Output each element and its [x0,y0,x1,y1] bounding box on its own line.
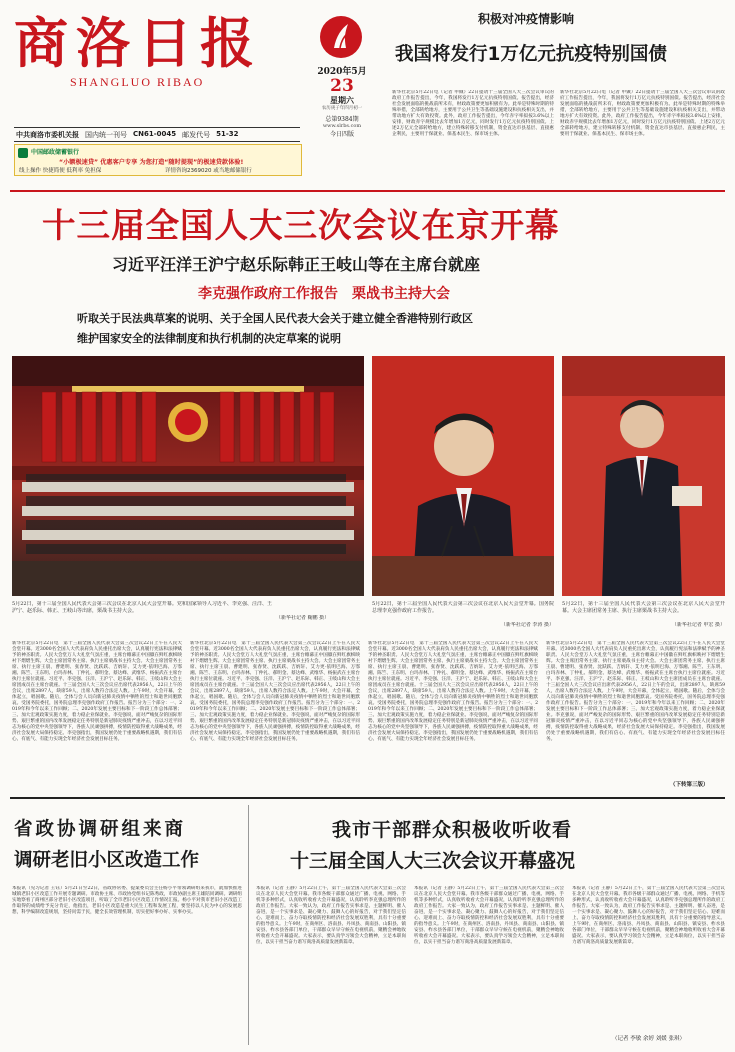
today-pages: 今日四版 [329,131,354,138]
issue-number: 总第9384期 [325,116,359,123]
bottom-left-body: 本报讯（见习记者 王钰）5月21日至22日，省政协常委、提案委员会主任杨小平带领调研组来我市，就加快推进城镇老旧小区改造工作开展专题调研。市政协主席、市政协党组书记陈秀政，市政协副主席王雄陪同调研。调研组实地察看了商州区部分老旧小区改造项目，听取了全市老旧小区改造工作情况汇报。杨小平对我市老旧小区改造工作取得的成绩给予充分肯定，他指出，老旧小区改造是重大民生工程和发展工程，要坚持以人民为中心的发展思想，科学编制改造规划，坚持问需于民，健全长效管理机制，切实把好事办好、实事办实。 [12,886,242,915]
lead-subhead-3: 听取关于民法典草案的说明、关于全国人民代表大会关于建立健全香港特别行政区 [77,312,473,325]
credit-li-zhanshu: （新华社记者 申宏 摄） [671,622,725,628]
bottom-right-headline-1: 我市干部群众积极收听收看 [332,819,573,841]
info-cn: CN61-0045 [133,130,177,138]
bottom-right-headline-2: 十三届全国人大三次会议开幕盛况 [290,850,576,872]
top-story-body-right: 新华社北京5月22日电（记者 申铖）22日提请十三届全国人大三次会议审议的政府工作报告提出，今年，我国将发行1万亿元抗疫特别国债。报告提出，经济社会发展面临的挑战前所未有，财政政策要更加积极有为。此举是特殊时期的特殊举措，全部转给地方，主要用于公共卫生等基础设施建设和抗疫相关支出，并带动地方扩大有效投资。此外，政府工作报告提出，今年赤字率拟按3.6%以上安排，财政赤字规模比去年增加1万亿元，同时发行1万亿元抗疫特别国债。上述2万亿元全部转给地方，建立特殊转移支付机制，资金直达市县基层、直接惠企利民，主要用于保就业、保基本民生、保市场主体。 [560,90,725,137]
bank-hotline: 详情咨询2369020 或当地邮储银行 [165,168,252,174]
bank-logo-icon [18,148,28,158]
bank-brand: 中国邮政储蓄银行 [31,149,80,156]
date-weekday: 星期六 [330,95,354,105]
photo-assembly-hall [12,356,364,596]
website: www.slrbs.com [322,123,362,129]
info-post-code: 51-32 [216,130,239,138]
masthead-pinyin: SHANGLUO RIBAO [70,75,205,89]
lead-body-col-2: 新华社北京5月22日电 第十三届全国人民代表大会第三次会议22日上午在人民大会堂开幕。近3000名全国人大代表肩负人民重托出席大会，认真履行宪法和法律赋予的神圣职责。人民大会堂万人大礼堂气氛庄重，主席台帷幕正中国徽在鲜红旗帜映衬下熠熠生辉。大会主席团常务主席、执行主席栗战书主持大会。大会主席团常务主席、执行主席王晨、曹建明、张春贤、沈跃跃、吉炳轩、艾力更·依明巴海、万鄂湘、陈竺、王东明、白玛赤林、丁仲礼、郝明金、蔡达峰、武维华、杨振武在主席台执行主席位就座。习近平、李克强、汪洋、王沪宁、赵乐际、韩正、王岐山和大会主席团成员在主席台就座。十三届全国人大三次会议应出席代表2956人，22日上午的会议，出席2897人，缺席59人，出席人数符合法定人数。上午9时，大会开幕，全体起立，唱国歌。随后，全体与会人员向新冠肺炎疫情中牺牲的烈士和逝世同胞默哀。受国务院委托，国务院总理李克强作政府工作报告。报告分为三个部分：一、2019年和今年以来工作回顾；二、2020年发展主要目标和下一阶段工作总体部署；三、加大宏观政策实施力度，着力稳企业保就业。李克强说，面对严峻复杂的国际形势、艰巨繁重的国内改革发展稳定任务特别是新冠肺炎疫情严重冲击，在以习近平同志为核心的党中央坚强领导下，各族人民顽强拼搏，疫情防控取得重大战略成果，经济社会发展大局保持稳定。李克强指出，我国发展仍处于重要战略机遇期，我们有信心、有底气、有能力实现全年经济社会发展目标任务。 [190,641,360,742]
masthead-title: 商洛日报 [14,11,262,75]
newspaper-emblem-icon [318,14,364,60]
bank-slogan: “小额极速贷” 优惠客户专享 为您打造“随时提现”的极速贷款体验! [59,159,244,166]
caption-hall: 5月22日，第十三届全国人民代表大会第三次会议在北京人民大会堂开幕。党和国家领导人习近平、李克强、汪洋、王沪宁、赵乐际、韩正、王岐山等出席，栗战书主持大会。 [12,601,272,614]
date-day: 23 [330,76,354,96]
continued-note: （下转第三版） [670,782,709,788]
info-org: 中共商洛市委机关报 [16,131,79,139]
lead-body-col-3: 新华社北京5月22日电 第十三届全国人民代表大会第三次会议22日上午在人民大会堂开幕。近3000名全国人大代表肩负人民重托出席大会，认真履行宪法和法律赋予的神圣职责。人民大会堂万人大礼堂气氛庄重，主席台帷幕正中国徽在鲜红旗帜映衬下熠熠生辉。大会主席团常务主席、执行主席栗战书主持大会。大会主席团常务主席、执行主席王晨、曹建明、张春贤、沈跃跃、吉炳轩、艾力更·依明巴海、万鄂湘、陈竺、王东明、白玛赤林、丁仲礼、郝明金、蔡达峰、武维华、杨振武在主席台执行主席位就座。习近平、李克强、汪洋、王沪宁、赵乐际、韩正、王岐山和大会主席团成员在主席台就座。十三届全国人大三次会议应出席代表2956人，22日上午的会议，出席2897人，缺席59人，出席人数符合法定人数。上午9时，大会开幕，全体起立，唱国歌。随后，全体与会人员向新冠肺炎疫情中牺牲的烈士和逝世同胞默哀。受国务院委托，国务院总理李克强作政府工作报告。报告分为三个部分：一、2019年和今年以来工作回顾；二、2020年发展主要目标和下一阶段工作总体部署；三、加大宏观政策实施力度，着力稳企业保就业。李克强说，面对严峻复杂的国际形势、艰巨繁重的国内改革发展稳定任务特别是新冠肺炎疫情严重冲击，在以习近平同志为核心的党中央坚强领导下，各族人民顽强拼搏，疫情防控取得重大战略成果，经济社会发展大局保持稳定。李克强指出，我国发展仍处于重要战略机遇期，我们有信心、有底气、有能力实现全年经济社会发展目标任务。 [368,641,538,742]
bank-sub: 线上操作 快捷简便 低利率 免担保 [19,168,102,174]
bottom-right-body-col-1: 本报讯（记者 王静）5月22日上午，第十三届全国人民代表大会第三次会议在北京人民大会堂开幕。我市各级干部群众通过广播、电视、网络、手机等多种形式，认真收听收看大会开幕盛况，认真聆听李克强总理所作的政府工作报告。大家一致认为，政府工作报告实事求是、主题鲜明、催人奋进，是一个实事求是、凝心聚力、鼓舞人心的好报告，对于我们坚定信心、迎难而上、奋力夺取疫情防控和经济社会发展双胜利，具有十分重要的指导意义。上午9时，在商州区、洛南县、丹凤县、商南县、山阳县、镇安县、柞水县各部门单位，干部群众早早守候在电视机前，聚精会神地收听收看大会开幕盛况。大家表示，要认真学习领会大会精神，立足本职岗位，以实干担当奋力谱写商洛高质量发展新篇章。 [256,886,406,945]
bottom-right-byline: （记者 李敏 余婷 刘媛 张琪） [612,1036,685,1042]
date-block [302,64,382,138]
top-story-kicker: 积极对冲疫情影响 [478,12,575,26]
info-post-label: 邮发代号 [182,131,211,139]
bottom-right-body-col-2: 本报讯（记者 王静）5月22日上午，第十三届全国人民代表大会第三次会议在北京人民大会堂开幕。我市各级干部群众通过广播、电视、网络、手机等多种形式，认真收听收看大会开幕盛况，认真聆听李克强总理所作的政府工作报告。大家一致认为，政府工作报告实事求是、主题鲜明、催人奋进，是一个实事求是、凝心聚力、鼓舞人心的好报告，对于我们坚定信心、迎难而上、奋力夺取疫情防控和经济社会发展双胜利，具有十分重要的指导意义。上午9时，在商州区、洛南县、丹凤县、商南县、山阳县、镇安县、柞水县各部门单位，干部群众早早守候在电视机前，聚精会神地收听收看大会开幕盛况。大家表示，要认真学习领会大会精神，立足本职岗位，以实干担当奋力谱写商洛高质量发展新篇章。 [414,886,564,945]
bottom-right-body-col-3: 本报讯（记者 王静）5月22日上午，第十三届全国人民代表大会第三次会议在北京人民大会堂开幕。我市各级干部群众通过广播、电视、网络、手机等多种形式，认真收听收看大会开幕盛况，认真聆听李克强总理所作的政府工作报告。大家一致认为，政府工作报告实事求是、主题鲜明、催人奋进，是一个实事求是、凝心聚力、鼓舞人心的好报告，对于我们坚定信心、迎难而上、奋力夺取疫情防控和经济社会发展双胜利，具有十分重要的指导意义。上午9时，在商州区、洛南县、丹凤县、商南县、山阳县、镇安县、柞水县各部门单位，干部群众早早守候在电视机前，聚精会神地收听收看大会开幕盛况。大家表示，要认真学习领会大会精神，立足本职岗位，以实干担当奋力谱写商洛高质量发展新篇章。 [572,886,725,945]
date-lunar: 农历庚子年四月初一 [321,106,363,111]
caption-li-keqiang: 5月22日，第十三届全国人民代表大会第三次会议在北京人民大会堂开幕。国务院总理李克强作政府工作报告。 [372,601,554,614]
date-year-month: 2020年5月 [317,67,367,77]
lead-headline: 十三届全国人大三次会议在京开幕 [42,206,560,245]
credit-hall: （新华社记者 鞠鹏 摄） [276,615,330,621]
bottom-left-headline-1: 省政协调研组来商 [14,819,187,840]
masthead-logo [14,11,304,75]
caption-li-zhanshu: 5月22日，第十三届全国人民代表大会第三次会议在北京人民大会堂开幕。大会主席团常务主席、执行主席栗战书主持大会。 [562,601,725,614]
bottom-left-headline-2: 调研老旧小区改造工作 [14,850,200,871]
top-story-headline: 我国将发行1万亿元抗疫特别国债 [395,44,667,65]
lead-subhead-2: 李克强作政府工作报告 栗战书主持大会 [198,286,450,302]
bank-ad [14,144,302,176]
lead-subhead-1: 习近平汪洋王沪宁赵乐际韩正王岐山等在主席台就座 [112,255,481,274]
lead-body-col-1: 新华社北京5月22日电 第十三届全国人民代表大会第三次会议22日上午在人民大会堂开幕。近3000名全国人大代表肩负人民重托出席大会，认真履行宪法和法律赋予的神圣职责。人民大会堂万人大礼堂气氛庄重，主席台帷幕正中国徽在鲜红旗帜映衬下熠熠生辉。大会主席团常务主席、执行主席栗战书主持大会。大会主席团常务主席、执行主席王晨、曹建明、张春贤、沈跃跃、吉炳轩、艾力更·依明巴海、万鄂湘、陈竺、王东明、白玛赤林、丁仲礼、郝明金、蔡达峰、武维华、杨振武在主席台执行主席位就座。习近平、李克强、汪洋、王沪宁、赵乐际、韩正、王岐山和大会主席团成员在主席台就座。十三届全国人大三次会议应出席代表2956人，22日上午的会议，出席2897人，缺席59人，出席人数符合法定人数。上午9时，大会开幕，全体起立，唱国歌。随后，全体与会人员向新冠肺炎疫情中牺牲的烈士和逝世同胞默哀。受国务院委托，国务院总理李克强作政府工作报告。报告分为三个部分：一、2019年和今年以来工作回顾；二、2020年发展主要目标和下一阶段工作总体部署；三、加大宏观政策实施力度，着力稳企业保就业。李克强说，面对严峻复杂的国际形势、艰巨繁重的国内改革发展稳定任务特别是新冠肺炎疫情严重冲击，在以习近平同志为核心的党中央坚强领导下，各族人民顽强拼搏，疫情防控取得重大战略成果，经济社会发展大局保持稳定。李克强指出，我国发展仍处于重要战略机遇期，我们有信心、有底气、有能力实现全年经济社会发展目标任务。 [12,641,182,742]
lead-subhead-4: 维护国家安全的法律制度和执行机制的决定草案的说明 [77,332,341,345]
credit-li-keqiang: （新华社记者 李涛 摄） [500,622,554,628]
info-row [16,130,306,140]
info-label: 国内统一刊号 [85,131,127,139]
top-story-body-left: 新华社北京5月22日电（记者 申铖）22日提请十三届全国人大三次会议审议的政府工作报告提出，今年，我国将发行1万亿元抗疫特别国债。报告提出，经济社会发展面临的挑战前所未有，财政政策要更加积极有为。此举是特殊时期的特殊举措，全部转给地方，主要用于公共卫生等基础设施建设和抗疫相关支出，并带动地方扩大有效投资。此外，政府工作报告提出，今年赤字率拟按3.6%以上安排，财政赤字规模比去年增加1万亿元，同时发行1万亿元抗疫特别国债。上述2万亿元全部转给地方，建立特殊转移支付机制，资金直达市县基层、直接惠企利民，主要用于保就业、保基本民生、保市场主体。 [392,90,554,137]
photo-li-zhanshu [562,356,725,596]
lead-body-col-4: 新华社北京5月22日电 第十三届全国人民代表大会第三次会议22日上午在人民大会堂开幕。近3000名全国人大代表肩负人民重托出席大会，认真履行宪法和法律赋予的神圣职责。人民大会堂万人大礼堂气氛庄重，主席台帷幕正中国徽在鲜红旗帜映衬下熠熠生辉。大会主席团常务主席、执行主席栗战书主持大会。大会主席团常务主席、执行主席王晨、曹建明、张春贤、沈跃跃、吉炳轩、艾力更·依明巴海、万鄂湘、陈竺、王东明、白玛赤林、丁仲礼、郝明金、蔡达峰、武维华、杨振武在主席台执行主席位就座。习近平、李克强、汪洋、王沪宁、赵乐际、韩正、王岐山和大会主席团成员在主席台就座。十三届全国人大三次会议应出席代表2956人，22日上午的会议，出席2897人，缺席59人，出席人数符合法定人数。上午9时，大会开幕，全体起立，唱国歌。随后，全体与会人员向新冠肺炎疫情中牺牲的烈士和逝世同胞默哀。受国务院委托，国务院总理李克强作政府工作报告。报告分为三个部分：一、2019年和今年以来工作回顾；二、2020年发展主要目标和下一阶段工作总体部署；三、加大宏观政策实施力度，着力稳企业保就业。李克强说，面对严峻复杂的国际形势、艰巨繁重的国内改革发展稳定任务特别是新冠肺炎疫情严重冲击，在以习近平同志为核心的党中央坚强领导下，各族人民顽强拼搏，疫情防控取得重大战略成果，经济社会发展大局保持稳定。李克强指出，我国发展仍处于重要战略机遇期，我们有信心、有底气、有能力实现全年经济社会发展目标任务。 [546,641,725,742]
photo-li-keqiang [372,356,554,596]
